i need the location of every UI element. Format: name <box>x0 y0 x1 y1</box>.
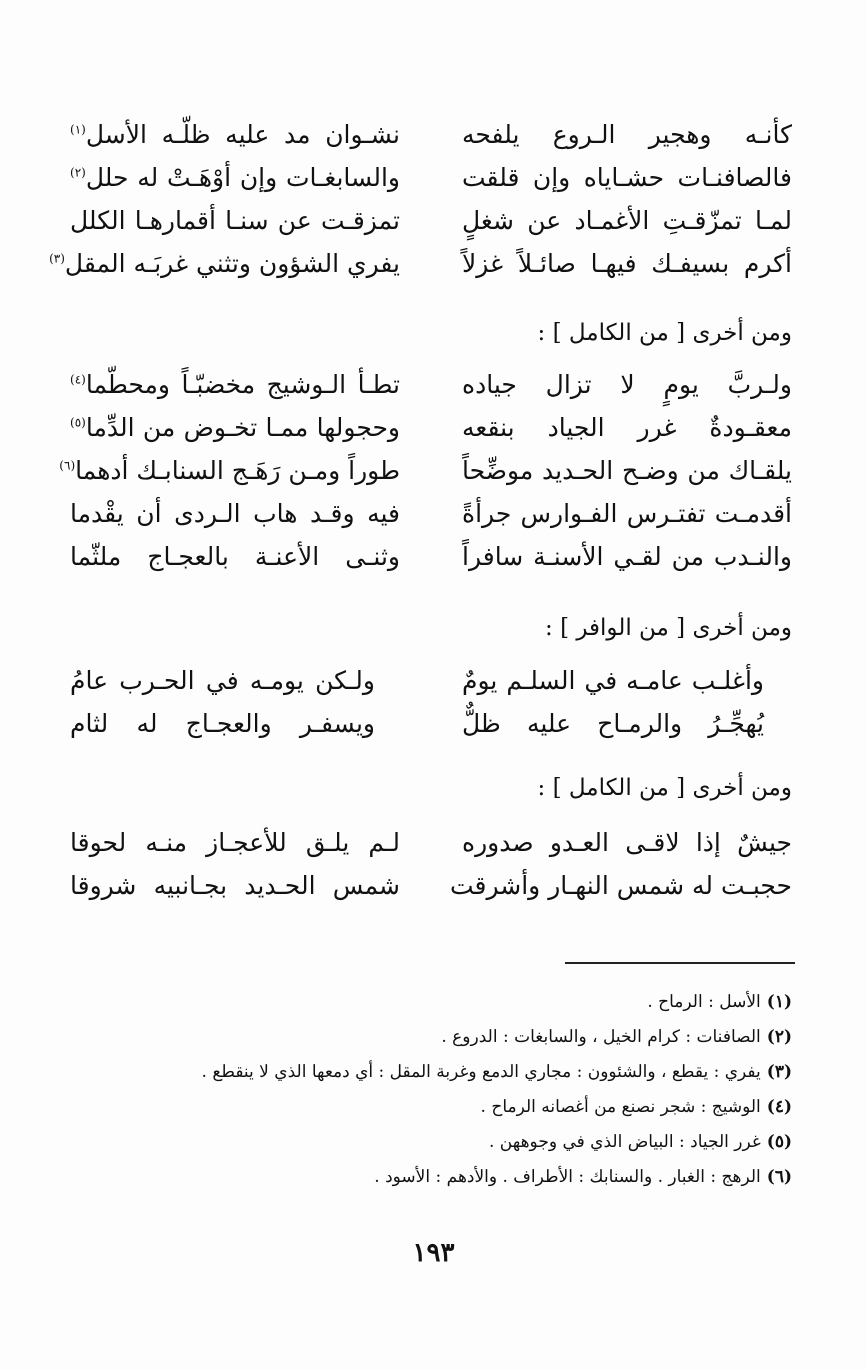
hemistich-right: أكرم بسيفـك فيهـا صائـلاً غزلاً <box>462 249 792 278</box>
poem-block-1 <box>49 120 792 292</box>
hemistich-left <box>70 413 400 442</box>
footnote-marker: (٣) <box>49 251 65 266</box>
footnote-marker: (١) <box>70 122 86 137</box>
verse-line <box>70 206 792 249</box>
hemistich-left: شمس الحـديد بجـانبيه شروقا <box>70 871 400 900</box>
hemistich-text: والسابغـات وإن أوْهَـتْ له حلل <box>85 163 400 192</box>
hemistich-right: معقـودةٌ غرر الجياد بنقعه <box>462 413 792 442</box>
verse-line <box>59 456 792 499</box>
poem-block-3 <box>70 666 792 752</box>
section-heading: ومن أخرى [ من الوافر ] : <box>545 615 792 641</box>
hemistich-right: كأنـه وهجير الـروع يلفحه <box>462 120 792 149</box>
hemistich-right: يلقـاك من وضـح الحـديد موضِّحاً <box>462 456 792 485</box>
footnote <box>72 992 792 1027</box>
hemistich-right: ولـربَّ يومٍ لا تزال جياده <box>462 370 792 399</box>
footnote-number: (٦) <box>766 1167 792 1187</box>
footnote-separator <box>565 962 795 964</box>
hemistich-text: طوراً ومـن رَهَـج السنابـك أدهما <box>75 456 400 485</box>
hemistich-left: ويسفـر والعجـاج له لثام <box>70 709 375 738</box>
footnote-number: (٤) <box>766 1097 792 1117</box>
footnote-number: (٥) <box>766 1132 792 1152</box>
hemistich-left <box>70 120 400 149</box>
footnotes <box>72 992 792 1202</box>
hemistich-text: نشـوان مد عليه ظلّـه الأسل <box>85 120 400 149</box>
hemistich-right: يُهجِّـرُ والرمـاح عليه ظلٌّ <box>462 709 764 738</box>
hemistich-left: تمزقـت عن سنـا أقمارهـا الكلل <box>70 206 400 235</box>
hemistich-left: فيه وقـد هاب الـردى أن يقْدما <box>70 499 400 528</box>
hemistich-right: والنـدب من لقـي الأسنـة سافراً <box>462 542 792 571</box>
verse-line <box>70 666 792 709</box>
poem-block-2 <box>59 370 792 585</box>
section-heading: ومن أخرى [ من الكامل ] : <box>537 775 792 801</box>
footnote-text: يفري : يقطع ، والشئوون : مجاري الدمع وغربة المقل : أي دمعها الذي لا ينقطع . <box>201 1062 761 1082</box>
hemistich-right: حجبـت له شمس النهـار وأشرقت <box>450 871 792 900</box>
footnote-number: (١) <box>766 992 792 1012</box>
verse-line <box>70 370 792 413</box>
verse-line <box>49 249 792 292</box>
verse-line <box>70 120 792 163</box>
verse-line <box>70 709 792 752</box>
footnote <box>72 1027 792 1062</box>
hemistich-left <box>70 163 400 192</box>
verse-line <box>70 499 792 542</box>
hemistich-left <box>59 456 400 485</box>
page-number: ١٩٣ <box>412 1238 455 1268</box>
hemistich-right: جيشٌ إذا لاقـى العـدو صدوره <box>462 828 792 857</box>
hemistich-text: يفري الشؤون وتثني غربَـه المقل <box>64 249 400 278</box>
hemistich-right: فالصافنـات حشـاياه وإن قلقت <box>462 163 792 192</box>
footnote <box>72 1167 792 1202</box>
poem-block-4 <box>70 828 792 914</box>
verse-line <box>70 163 792 206</box>
hemistich-right: لمـا تمزّقـتِ الأغمـاد عن شغلٍ <box>462 206 792 235</box>
footnote-number: (٣) <box>766 1062 792 1082</box>
footnote-text: الصافنات : كرام الخيل ، والسابغات : الدروع . <box>441 1027 761 1047</box>
hemistich-left: وثنـى الأعنـة بالعجـاج ملثّما <box>70 542 400 571</box>
footnote-number: (٢) <box>766 1027 792 1047</box>
hemistich-left: ولـكن يومـه في الحـرب عامُ <box>70 666 375 695</box>
hemistich-right: أقدمـت تفتـرس الفـوارس جرأةً <box>462 499 792 528</box>
verse-line <box>70 542 792 585</box>
hemistich-left <box>70 370 400 399</box>
footnote <box>72 1132 792 1167</box>
footnote-marker: (٢) <box>70 165 86 180</box>
hemistich-text: وحجولها ممـا تخـوض من الدِّما <box>85 413 400 442</box>
hemistich-text: تطـأ الـوشيج مخضبّـاً ومحطّما <box>85 370 400 399</box>
footnote-text: الوشيج : شجر نصنع من أغصانه الرماح . <box>480 1097 761 1117</box>
footnote-text: الأسل : الرماح . <box>647 992 761 1012</box>
hemistich-left: لـم يلـق للأعجـاز منـه لحوقا <box>70 828 400 857</box>
verse-line <box>70 413 792 456</box>
verse-line <box>70 871 792 914</box>
hemistich-left <box>49 249 400 278</box>
footnote <box>72 1062 792 1097</box>
section-heading: ومن أخرى [ من الكامل ] : <box>537 320 792 346</box>
footnote-text: غرر الجياد : البياض الذي في وجوههن . <box>489 1132 761 1152</box>
footnote-marker: (٤) <box>70 372 86 387</box>
footnote-text: الرهج : الغبار . والسنابك : الأطراف . والأدهم : الأسود . <box>374 1167 761 1187</box>
hemistich-right: وأغلـب عامـه في السلـم يومٌ <box>462 666 764 695</box>
verse-line <box>70 828 792 871</box>
footnote <box>72 1097 792 1132</box>
footnote-marker: (٥) <box>70 415 86 430</box>
footnote-marker: (٦) <box>59 458 76 473</box>
